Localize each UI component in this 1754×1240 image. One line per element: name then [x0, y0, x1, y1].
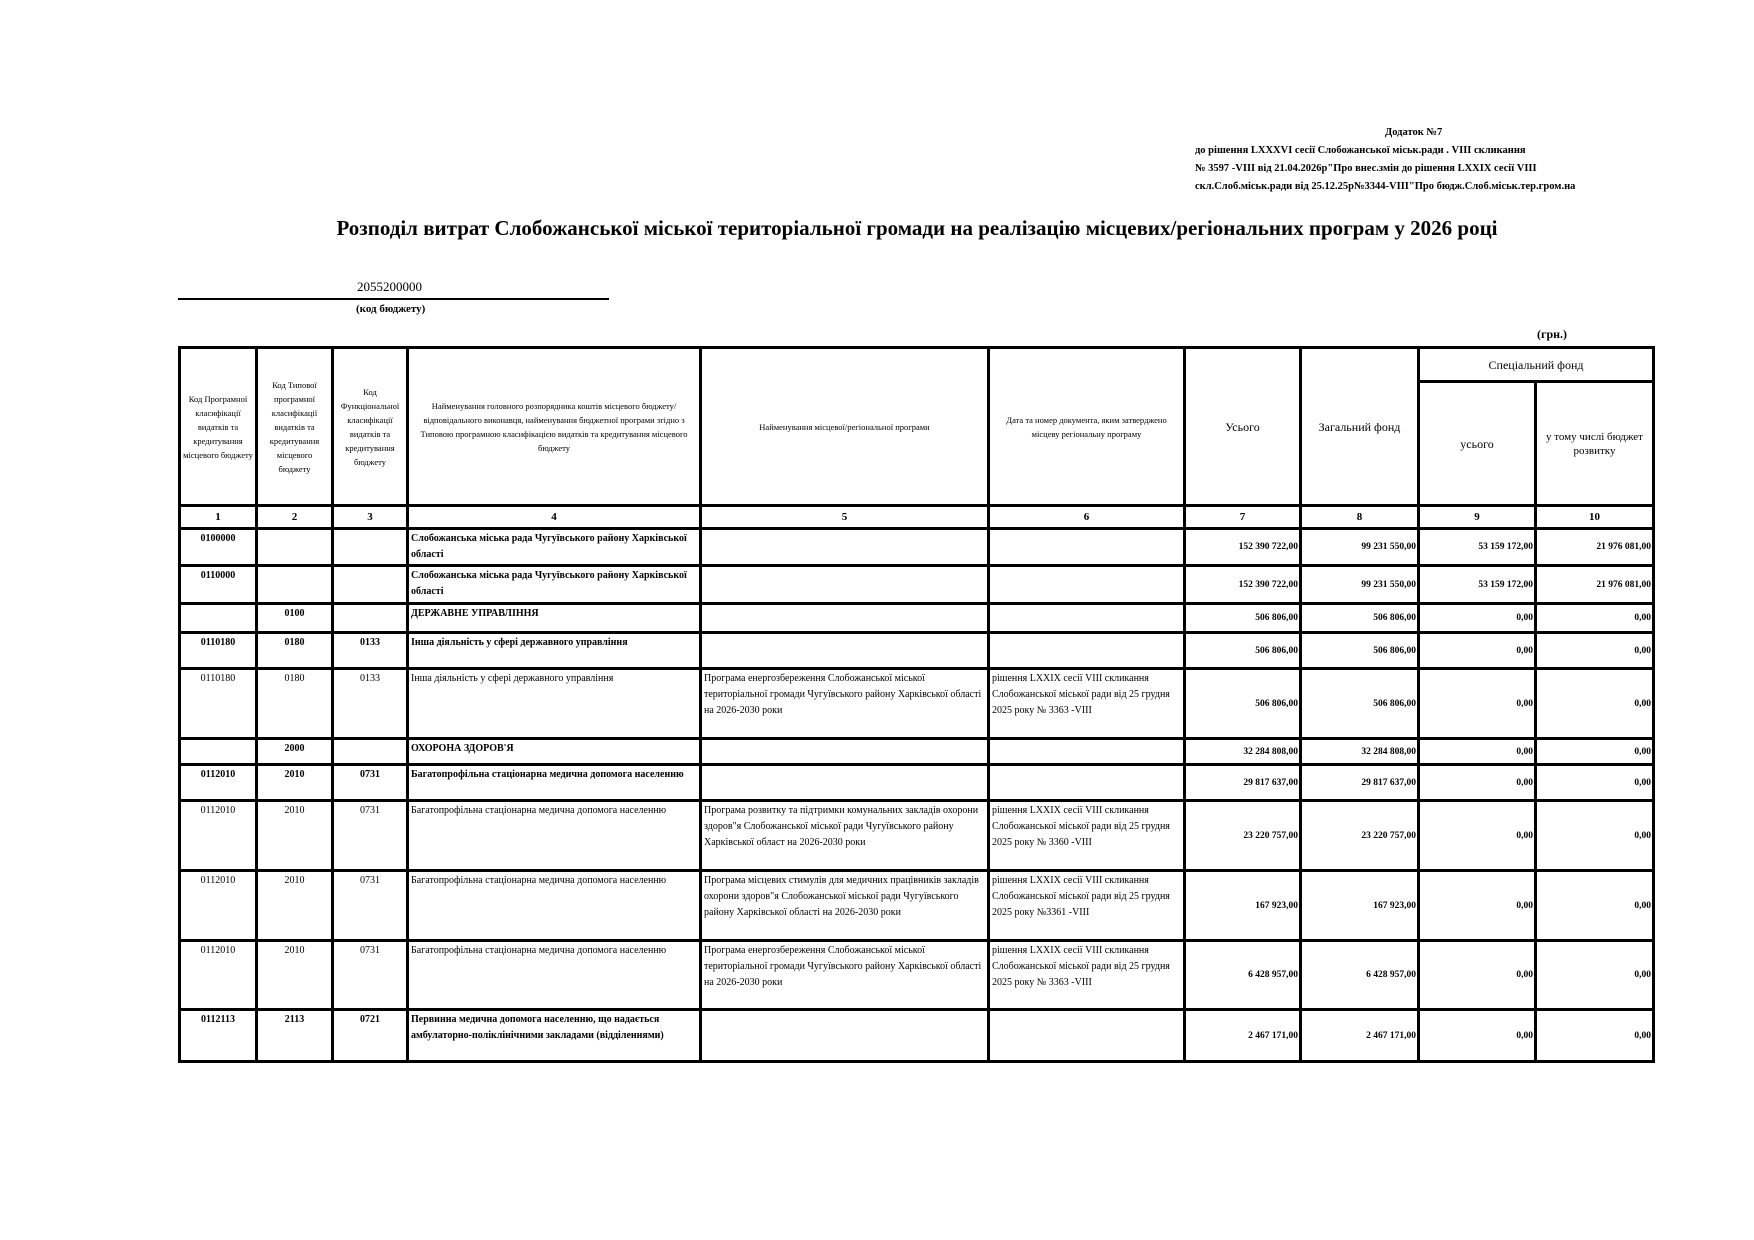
cell-special-fund-total: 0,00 — [1419, 739, 1536, 765]
cell-general-fund: 23 220 757,00 — [1301, 801, 1419, 871]
column-numbers-row — [180, 506, 1654, 529]
cell-special-fund-total: 53 159 172,00 — [1419, 566, 1536, 604]
budget-code-caption: (код бюджету) — [356, 303, 426, 315]
cell-document: рішення LXXIX сесії VIII скликання Слобожанської міської ради від 25 грудня 2025 року № 3360 -VIII — [989, 801, 1185, 871]
cell-special-fund-total: 0,00 — [1419, 941, 1536, 1010]
cell-general-fund: 506 806,00 — [1301, 604, 1419, 633]
cell-typical-code: 0180 — [257, 633, 333, 669]
cell-program-code: 0110180 — [180, 669, 257, 739]
cell-functional-code: 0731 — [333, 941, 408, 1010]
cell-development-budget: 0,00 — [1536, 765, 1654, 801]
cell-special-fund-total: 0,00 — [1419, 765, 1536, 801]
cell-total: 29 817 637,00 — [1185, 765, 1301, 801]
cell-functional-code: 0133 — [333, 633, 408, 669]
cell-functional-code: 0731 — [333, 871, 408, 941]
column-number: 5 — [701, 506, 989, 529]
annex-note — [1195, 124, 1575, 196]
cell-manager-name: Багатопрофільна стаціонарна медична допомога населенню — [408, 871, 701, 941]
cell-functional-code — [333, 529, 408, 566]
cell-program-code: 0112010 — [180, 871, 257, 941]
header-manager-name: Найменування головного розпорядника коштів місцевого бюджету/ відповідального виконавця, найменування бюджетної програми згідно з Типовою програмною класифікацією видатків та кредитування місцевого бюджету — [408, 348, 701, 506]
document-title: Розподіл витрат Слобожанської міської територіальної громади на реалізацію місцевих/регіональних програм у 2026 році — [336, 216, 1498, 240]
cell-general-fund: 99 231 550,00 — [1301, 566, 1419, 604]
cell-special-fund-total: 0,00 — [1419, 669, 1536, 739]
cell-special-fund-total: 0,00 — [1419, 801, 1536, 871]
header-general-fund: Загальний фонд — [1301, 348, 1419, 506]
column-number: 7 — [1185, 506, 1301, 529]
cell-program-name — [701, 1010, 989, 1062]
header-program-code: Код Програмної класифікації видатків та кредитування місцевого бюджету — [180, 348, 257, 506]
cell-typical-code: 2010 — [257, 765, 333, 801]
cell-program-name — [701, 604, 989, 633]
column-number: 2 — [257, 506, 333, 529]
cell-typical-code: 2010 — [257, 871, 333, 941]
table-row — [180, 633, 1654, 669]
cell-program-name: Програма енергозбереження Слобожанської міської територіальної громади Чугуївського району Харківської області на 2026-2030 роки — [701, 941, 989, 1010]
cell-development-budget: 0,00 — [1536, 871, 1654, 941]
cell-program-code — [180, 739, 257, 765]
cell-program-name — [701, 529, 989, 566]
cell-general-fund: 506 806,00 — [1301, 669, 1419, 739]
cell-document: рішення LXXIX сесії VIII скликання Слобожанської міської ради від 25 грудня 2025 року № 3363 -VIII — [989, 941, 1185, 1010]
annex-line: № 3597 -VIII від 21.04.2026р"Про внес.змін до рішення LXXIX сесії VIII — [1195, 163, 1537, 174]
cell-development-budget: 0,00 — [1536, 604, 1654, 633]
cell-special-fund-total: 0,00 — [1419, 871, 1536, 941]
cell-functional-code — [333, 604, 408, 633]
cell-manager-name: Інша діяльність у сфері державного управління — [408, 669, 701, 739]
cell-document — [989, 633, 1185, 669]
cell-development-budget: 0,00 — [1536, 801, 1654, 871]
cell-total: 152 390 722,00 — [1185, 529, 1301, 566]
cell-total: 167 923,00 — [1185, 871, 1301, 941]
cell-manager-name: Багатопрофільна стаціонарна медична допомога населенню — [408, 801, 701, 871]
table-row — [180, 739, 1654, 765]
currency-unit: (грн.) — [1537, 327, 1568, 341]
table-row — [180, 1010, 1654, 1062]
cell-special-fund-total: 0,00 — [1419, 633, 1536, 669]
table-row — [180, 604, 1654, 633]
cell-total: 506 806,00 — [1185, 633, 1301, 669]
cell-general-fund: 99 231 550,00 — [1301, 529, 1419, 566]
column-number: 9 — [1419, 506, 1536, 529]
header-special-fund: Спеціальний фонд — [1419, 348, 1654, 382]
cell-program-code: 0110000 — [180, 566, 257, 604]
cell-program-code — [180, 604, 257, 633]
cell-document — [989, 765, 1185, 801]
cell-general-fund: 2 467 171,00 — [1301, 1010, 1419, 1062]
cell-program-name — [701, 566, 989, 604]
cell-general-fund: 506 806,00 — [1301, 633, 1419, 669]
column-number: 3 — [333, 506, 408, 529]
cell-typical-code: 2113 — [257, 1010, 333, 1062]
cell-program-name — [701, 633, 989, 669]
cell-document — [989, 529, 1185, 566]
cell-manager-name: Слобожанська міська рада Чугуївського району Харківської області — [408, 566, 701, 604]
cell-development-budget: 0,00 — [1536, 941, 1654, 1010]
cell-program-code: 0112113 — [180, 1010, 257, 1062]
cell-general-fund: 6 428 957,00 — [1301, 941, 1419, 1010]
cell-special-fund-total: 0,00 — [1419, 604, 1536, 633]
table-row — [180, 765, 1654, 801]
cell-program-code: 0100000 — [180, 529, 257, 566]
cell-total: 6 428 957,00 — [1185, 941, 1301, 1010]
cell-program-code: 0110180 — [180, 633, 257, 669]
column-number: 6 — [989, 506, 1185, 529]
table-row — [180, 529, 1654, 566]
cell-general-fund: 167 923,00 — [1301, 871, 1419, 941]
cell-document: рішення LXXIX сесії VIII скликання Слобожанської міської ради від 25 грудня 2025 року № 3363 -VIII — [989, 669, 1185, 739]
cell-functional-code — [333, 566, 408, 604]
cell-total: 2 467 171,00 — [1185, 1010, 1301, 1062]
cell-manager-name: Багатопрофільна стаціонарна медична допомога населенню — [408, 765, 701, 801]
cell-typical-code: 2000 — [257, 739, 333, 765]
cell-typical-code: 0100 — [257, 604, 333, 633]
cell-program-name: Програма розвитку та підтримки комунальних закладів охорони здоров"я Слобожанської міської ради Чугуївського району Харківської област на 2026-2030 роки — [701, 801, 989, 871]
cell-document: рішення LXXIX сесії VIII скликання Слобожанської міської ради від 25 грудня 2025 року №3361 -VIII — [989, 871, 1185, 941]
cell-development-budget: 0,00 — [1536, 669, 1654, 739]
cell-manager-name: ОХОРОНА ЗДОРОВ'Я — [408, 739, 701, 765]
cell-special-fund-total: 53 159 172,00 — [1419, 529, 1536, 566]
column-number: 1 — [180, 506, 257, 529]
table-row — [180, 669, 1654, 739]
cell-document — [989, 604, 1185, 633]
header-total: Усього — [1185, 348, 1301, 506]
cell-total: 506 806,00 — [1185, 669, 1301, 739]
cell-total: 152 390 722,00 — [1185, 566, 1301, 604]
column-number: 4 — [408, 506, 701, 529]
cell-general-fund: 32 284 808,00 — [1301, 739, 1419, 765]
cell-development-budget: 0,00 — [1536, 739, 1654, 765]
column-number: 8 — [1301, 506, 1419, 529]
table-row — [180, 871, 1654, 941]
cell-typical-code: 2010 — [257, 801, 333, 871]
cell-document — [989, 1010, 1185, 1062]
cell-typical-code: 0180 — [257, 669, 333, 739]
cell-document — [989, 739, 1185, 765]
cell-manager-name: Багатопрофільна стаціонарна медична допомога населенню — [408, 941, 701, 1010]
cell-special-fund-total: 0,00 — [1419, 1010, 1536, 1062]
cell-program-code: 0112010 — [180, 941, 257, 1010]
header-special-total: усього — [1419, 382, 1536, 506]
cell-program-name — [701, 739, 989, 765]
cell-manager-name: Слобожанська міська рада Чугуївського району Харківської області — [408, 529, 701, 566]
annex-line: скл.Слоб.міськ.ради від 25.12.25р№3344-VIII"Про бюдж.Слоб.міськ.тер.гром.на — [1195, 181, 1576, 192]
cell-document — [989, 566, 1185, 604]
cell-total: 32 284 808,00 — [1185, 739, 1301, 765]
cell-program-name — [701, 765, 989, 801]
cell-functional-code — [333, 739, 408, 765]
programs-table — [178, 346, 1655, 1063]
budget-code: 2055200000 — [357, 279, 422, 294]
header-functional-code: Код Функціональної класифікації видатків та кредитування бюджету — [333, 348, 408, 506]
cell-development-budget: 0,00 — [1536, 1010, 1654, 1062]
cell-program-code: 0112010 — [180, 765, 257, 801]
header-development-budget: у тому числі бюджет розвитку — [1536, 382, 1654, 506]
header-program-name: Найменування місцевої/регіональної програми — [701, 348, 989, 506]
budget-code-underline — [178, 298, 609, 300]
cell-functional-code: 0731 — [333, 765, 408, 801]
table-row — [180, 566, 1654, 604]
cell-manager-name: Первинна медична допомога населенню, що надається амбулаторно-поліклінічними закладами (відділеннями) — [408, 1010, 701, 1062]
cell-program-name: Програма енергозбереження Слобожанської міської територіальної громади Чугуївського району Харківської області на 2026-2030 роки — [701, 669, 989, 739]
cell-functional-code: 0721 — [333, 1010, 408, 1062]
table-row — [180, 941, 1654, 1010]
cell-program-name: Програма місцевих стимулів для медичних працівників закладів охорони здоров"я Слобожанської міської ради Чугуївського району Харківської області на 2026-2030 роки — [701, 871, 989, 941]
column-number: 10 — [1536, 506, 1654, 529]
cell-development-budget: 21 976 081,00 — [1536, 529, 1654, 566]
cell-functional-code: 0731 — [333, 801, 408, 871]
cell-manager-name: ДЕРЖАВНЕ УПРАВЛІННЯ — [408, 604, 701, 633]
cell-manager-name: Інша діяльність у сфері державного управління — [408, 633, 701, 669]
cell-total: 23 220 757,00 — [1185, 801, 1301, 871]
cell-program-code: 0112010 — [180, 801, 257, 871]
table-row — [180, 801, 1654, 871]
cell-development-budget: 21 976 081,00 — [1536, 566, 1654, 604]
cell-typical-code: 2010 — [257, 941, 333, 1010]
cell-development-budget: 0,00 — [1536, 633, 1654, 669]
header-typical-code: Код Типової програмної класифікації видатків та кредитування місцевого бюджету — [257, 348, 333, 506]
annex-line: до рішення LXXXVI сесії Слобожанської міськ.ради . VIII скликання — [1195, 145, 1526, 156]
cell-total: 506 806,00 — [1185, 604, 1301, 633]
cell-typical-code — [257, 529, 333, 566]
cell-functional-code: 0133 — [333, 669, 408, 739]
cell-typical-code — [257, 566, 333, 604]
annex-title: Додаток №7 — [1385, 127, 1443, 138]
cell-general-fund: 29 817 637,00 — [1301, 765, 1419, 801]
header-document: Дата та номер документа, яким затверджено місцеву регіональну програму — [989, 348, 1185, 506]
